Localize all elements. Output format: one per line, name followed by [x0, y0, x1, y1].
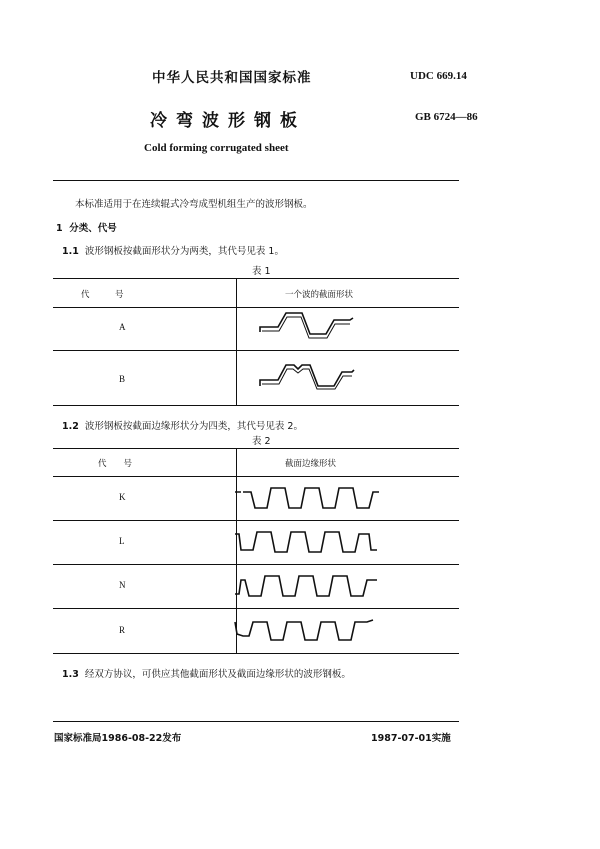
clause-1-1-number: 1.1 [62, 246, 79, 257]
footer-divider [53, 721, 459, 722]
section-1-title: 分类、代号 [69, 223, 117, 234]
edge-profile-k-icon [231, 482, 381, 516]
table-1-header-code: 代 号 [81, 290, 124, 300]
table-2-header-rule [53, 476, 459, 477]
table-1-bottom-rule [53, 405, 459, 406]
table-1-row-rule [53, 350, 459, 351]
gb-standard-code: GB 6724—86 [415, 111, 478, 123]
table-2-header-code: 代 号 [98, 459, 133, 469]
edge-profile-r-icon [231, 614, 381, 648]
effective-date: 1987-07-01实施 [371, 733, 451, 744]
table-1-caption: 表 1 [252, 266, 271, 277]
issued-by-date: 国家标准局1986-08-22发布 [54, 733, 182, 744]
section-1-heading [56, 220, 117, 234]
table-2 [53, 448, 459, 654]
table-1 [53, 278, 459, 406]
clause-1-2-number: 1.2 [62, 421, 79, 432]
profile-a-icon [258, 310, 358, 346]
document-title-zh: 冷弯波形钢板 [150, 111, 306, 131]
table-2-code-r: R [119, 625, 126, 635]
table-1-code-a: A [119, 322, 126, 332]
table-2-code-k: K [119, 492, 126, 502]
edge-profile-n-icon [231, 570, 381, 604]
table-2-caption: 表 2 [252, 436, 271, 447]
clause-1-1 [62, 243, 284, 257]
header-divider [53, 180, 459, 181]
clause-1-2-text: 波形钢板按截面边缘形状分为四类，其代号见表 2。 [84, 421, 303, 432]
clause-1-3 [62, 666, 351, 680]
table-2-row-rule-1 [53, 520, 459, 521]
table-2-bottom-rule [53, 653, 459, 654]
table-2-code-n: N [119, 580, 126, 590]
edge-profile-l-icon [231, 526, 381, 560]
table-2-row-rule-2 [53, 564, 459, 565]
clause-1-2 [62, 418, 303, 432]
table-1-header-rule [53, 307, 459, 308]
table-2-top-rule [53, 448, 459, 449]
table-2-code-l: L [119, 536, 125, 546]
table-1-top-rule [53, 278, 459, 279]
document-title-en: Cold forming corrugated sheet [144, 142, 289, 154]
udc-code: UDC 669.14 [410, 70, 467, 82]
national-standard-label: 中华人民共和国国家标准 [152, 70, 312, 86]
clause-1-3-number: 1.3 [62, 669, 79, 680]
table-1-header-shape: 一个波的截面形状 [285, 290, 354, 300]
table-1-code-b: B [119, 374, 126, 384]
profile-b-icon [258, 360, 358, 396]
table-2-header-edge-shape: 截面边缘形状 [285, 459, 337, 469]
table-1-column-divider [236, 278, 237, 406]
section-1-number: 1 [56, 223, 63, 234]
clause-1-3-text: 经双方协议，可供应其他截面形状及截面边缘形状的波形钢板。 [84, 669, 351, 680]
table-2-row-rule-3 [53, 608, 459, 609]
clause-1-1-text: 波形钢板按截面形状分为两类，其代号见表 1。 [84, 246, 284, 257]
intro-paragraph: 本标准适用于在连续辊式冷弯成型机组生产的波形钢板。 [75, 199, 313, 210]
